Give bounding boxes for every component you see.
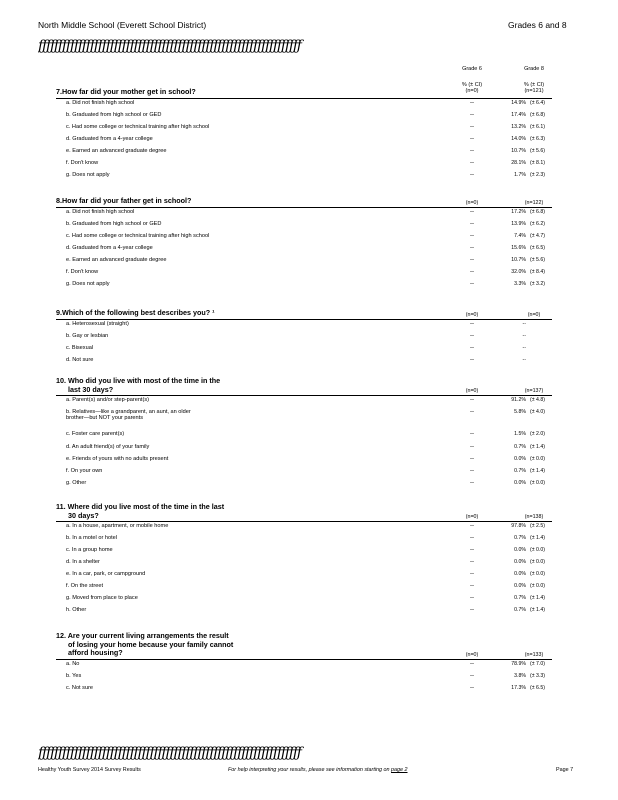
response-row: [0, 209, 618, 221]
footer-help-text: For help interpreting your results, please see information starting on: [228, 767, 390, 773]
response-label: f. Don't know: [66, 268, 99, 275]
footer-page-link[interactable]: page 2: [391, 767, 408, 773]
grade8-percent: 0.0%: [514, 480, 526, 486]
grade6-value: --: [470, 409, 474, 415]
question-title: 7.How far did your mother get in school?: [56, 87, 196, 96]
grade6-value: --: [470, 523, 474, 529]
response-row: [0, 456, 618, 468]
grade8-col-n: (n=121): [524, 88, 544, 94]
grade8-percent: --: [522, 356, 526, 363]
grade6-value: --: [470, 480, 474, 486]
grade6-value: --: [470, 135, 474, 142]
grade8-ci: (± 6.5): [530, 244, 545, 251]
grade6-value: --: [470, 607, 474, 613]
grade6-n: (n=0): [465, 651, 479, 658]
question-title: 9.Which of the following best describes you? ¹: [56, 308, 215, 317]
grade8-percent: 0.7%: [514, 535, 526, 541]
question-rule: [56, 319, 552, 320]
grade8-ci: (± 2.3): [530, 171, 545, 178]
question-rule: [56, 659, 552, 660]
response-row: [0, 547, 618, 559]
response-row: [0, 409, 618, 431]
grade6-value: --: [470, 468, 474, 474]
grade6-value: --: [470, 559, 474, 565]
grade8-ci: (± 0.0): [530, 480, 545, 486]
grade8-percent: 0.0%: [514, 456, 526, 462]
grade8-percent: 10.7%: [511, 256, 526, 263]
grade6-value: --: [470, 220, 474, 227]
response-row: [0, 160, 618, 172]
response-row: [0, 571, 618, 583]
response-label: e. In a car, park, or campground: [66, 571, 146, 577]
grade6-value: --: [470, 123, 474, 130]
grade8-percent: 0.0%: [514, 583, 526, 589]
grade6-n: (n=0): [465, 388, 479, 394]
grade8-percent: 14.0%: [511, 135, 526, 142]
response-label: g. Does not apply: [66, 171, 110, 178]
response-row: [0, 523, 618, 535]
response-row: [0, 136, 618, 148]
response-label: b. Graduated from high school or GED: [66, 111, 162, 118]
grade8-percent: 97.8%: [511, 523, 526, 529]
grade8-percent: 5.8%: [514, 409, 526, 415]
response-label: g. Does not apply: [66, 280, 110, 287]
footer-help: [228, 767, 408, 773]
response-row: [0, 661, 618, 673]
grade8-percent: 0.7%: [514, 595, 526, 601]
response-label: d. An adult friend(s) of your family: [66, 444, 150, 450]
response-row: [0, 112, 618, 124]
response-label: g. Other: [66, 480, 87, 486]
response-row: [0, 595, 618, 607]
grade8-percent: 17.2%: [511, 208, 526, 215]
grade6-value: --: [470, 444, 474, 450]
grade8-ci: (± 8.1): [530, 159, 545, 166]
grade8-percent: 0.7%: [514, 607, 526, 613]
grade8-ci: (± 8.4): [530, 268, 545, 275]
grade8-ci: (± 2.5): [530, 523, 545, 529]
response-label: f. On the street: [66, 583, 103, 589]
response-label: a. Did not finish high school: [66, 99, 135, 106]
grade6-value: --: [470, 159, 474, 166]
response-label: a. Heterosexual (straight): [66, 320, 129, 327]
response-label: d. Graduated from a 4-year college: [66, 135, 153, 142]
response-label: c. Bisexual: [66, 344, 94, 351]
response-label: e. Friends of yours with no adults present: [66, 456, 169, 462]
school-name: North Middle School (Everett School District): [38, 20, 207, 30]
question-title: 11. Where did you live most of the time in the last 30 days?: [56, 502, 225, 520]
response-row: [0, 233, 618, 245]
grade8-percent: 0.0%: [514, 559, 526, 565]
response-row: [0, 148, 618, 160]
grade6-value: --: [470, 344, 474, 351]
grade8-col-title: Grade 8: [524, 66, 544, 72]
grade8-ci: (± 6.5): [530, 684, 545, 691]
grade6-value: --: [470, 684, 474, 691]
decorative-divider-bottom: ƒƒƒƒƒƒƒƒƒƒƒƒƒƒƒƒƒƒƒƒƒƒƒƒƒƒƒƒƒƒƒƒƒƒƒƒƒƒƒƒƒƒƒƒƒƒƒƒƒƒƒƒƒƒƒƒƒƒƒƒƒƒƒƒƒƒ: [38, 745, 301, 761]
grade6-n: (n=0): [465, 514, 479, 520]
grade6-value: --: [470, 280, 474, 287]
grade6-value: --: [470, 320, 474, 327]
question-title: 12. Are your current living arrangements the result of losing your home because your family cannot afford housing?: [56, 631, 234, 657]
grade6-value: --: [470, 147, 474, 154]
response-label: g. Moved from place to place: [66, 595, 138, 601]
grade8-percent: 10.7%: [511, 147, 526, 154]
grade8-percent: --: [522, 344, 526, 351]
grade8-ci: (± 7.0): [530, 660, 545, 667]
grade6-value: --: [470, 244, 474, 251]
response-label: a. Did not finish high school: [66, 208, 135, 215]
grade6-value: --: [470, 268, 474, 275]
grade6-col-n: (n=0): [465, 88, 479, 94]
response-row: [0, 172, 618, 184]
grade8-ci: (± 6.8): [530, 111, 545, 118]
grade6-value: --: [470, 232, 474, 239]
grade8-percent: 13.9%: [511, 220, 526, 227]
response-row: [0, 321, 618, 333]
response-label: b. Relatives—like a grandparent, an aunt, an older brother—but NOT your parents: [66, 409, 191, 421]
question-rule: [56, 98, 552, 99]
grade8-percent: 7.4%: [514, 232, 526, 239]
grade8-ci: (± 4.7): [530, 232, 545, 239]
response-label: c. Had some college or technical training after high school: [66, 232, 210, 239]
response-row: [0, 583, 618, 595]
grade8-percent: 32.0%: [511, 268, 526, 275]
response-row: [0, 444, 618, 456]
grade8-ci: (± 6.1): [530, 123, 545, 130]
grade8-ci: (± 1.4): [530, 595, 545, 601]
response-row: [0, 397, 618, 409]
response-label: f. On your own: [66, 468, 103, 474]
response-row: [0, 607, 618, 619]
grade8-n: (n=122): [524, 199, 544, 206]
grade8-ci: (± 0.0): [530, 571, 545, 577]
grade8-percent: 13.2%: [511, 123, 526, 130]
grade8-percent: --: [522, 332, 526, 339]
grade6-value: --: [470, 256, 474, 263]
response-row: [0, 431, 618, 444]
response-label: a. No: [66, 660, 80, 667]
grade6-value: --: [470, 547, 474, 553]
response-row: [0, 673, 618, 685]
grade8-ci: (± 1.4): [530, 468, 545, 474]
response-label: c. Had some college or technical training after high school: [66, 123, 210, 130]
grade8-percent: 0.7%: [514, 444, 526, 450]
response-label: a. Parent(s) and/or step-parent(s): [66, 397, 150, 403]
response-label: b. Yes: [66, 672, 82, 679]
response-label: e. Earned an advanced graduate degree: [66, 147, 167, 154]
grade8-ci: (± 0.0): [530, 559, 545, 565]
response-row: [0, 480, 618, 492]
grade8-percent: 78.9%: [511, 660, 526, 667]
grade6-value: --: [470, 208, 474, 215]
grade8-percent: 91.2%: [511, 397, 526, 403]
grade6-col-title: Grade 6: [462, 66, 482, 72]
response-row: [0, 221, 618, 233]
grade6-n: (n=0): [465, 199, 479, 206]
response-row: [0, 559, 618, 571]
response-row: [0, 100, 618, 112]
grade8-percent: 14.9%: [511, 99, 526, 106]
grade8-ci: (± 5.6): [530, 256, 545, 263]
grade8-n: (n=137): [524, 388, 544, 394]
grade6-value: --: [470, 111, 474, 118]
response-label: b. Graduated from high school or GED: [66, 220, 162, 227]
grade8-percent: 0.7%: [514, 468, 526, 474]
grade6-value: --: [470, 595, 474, 601]
grade6-value: --: [470, 431, 474, 437]
response-label: h. Other: [66, 607, 87, 613]
grade6-value: --: [470, 356, 474, 363]
page-number: Page 7: [556, 767, 574, 773]
question-rule: [56, 395, 552, 396]
response-row: [0, 269, 618, 281]
grade8-ci: (± 6.4): [530, 99, 545, 106]
grade8-percent: 1.7%: [514, 171, 526, 178]
grade8-ci: (± 6.2): [530, 220, 545, 227]
footer-source: Healthy Youth Survey 2014 Survey Results: [38, 767, 141, 773]
grade6-value: --: [470, 171, 474, 178]
response-row: [0, 345, 618, 357]
grade6-n: (n=0): [465, 311, 479, 318]
grade8-n: (n=133): [524, 651, 544, 658]
grade8-percent: 17.3%: [511, 684, 526, 691]
response-label: e. Earned an advanced graduate degree: [66, 256, 167, 263]
grade8-percent: 3.3%: [514, 280, 526, 287]
grade8-ci: (± 4.0): [530, 409, 545, 415]
grade8-percent: 0.0%: [514, 571, 526, 577]
grade6-value: --: [470, 672, 474, 679]
grade8-ci: (± 3.3): [530, 672, 545, 679]
grade8-ci: (± 6.3): [530, 135, 545, 142]
grade8-col-stat: % (± CI): [523, 82, 545, 88]
question-title: 8.How far did your father get in school?: [56, 196, 192, 205]
response-row: [0, 468, 618, 480]
grade6-value: --: [470, 535, 474, 541]
grade8-ci: (± 1.4): [530, 535, 545, 541]
grades-label: Grades 6 and 8: [508, 20, 567, 30]
grade8-n: (n=138): [524, 514, 544, 520]
grade8-percent: --: [522, 320, 526, 327]
grade6-value: --: [470, 99, 474, 106]
grade8-percent: 1.5%: [514, 431, 526, 437]
response-row: [0, 245, 618, 257]
grade8-ci: (± 0.0): [530, 583, 545, 589]
grade8-ci: (± 3.2): [530, 280, 545, 287]
question-rule: [56, 207, 552, 208]
grade8-percent: 28.1%: [511, 159, 526, 166]
response-label: c. Foster care parent(s): [66, 431, 125, 437]
response-label: d. In a shelter: [66, 559, 100, 565]
grade8-percent: 3.8%: [514, 672, 526, 679]
response-row: [0, 685, 618, 697]
response-row: [0, 281, 618, 293]
grade6-value: --: [470, 571, 474, 577]
response-label: b. In a motel or hotel: [66, 535, 117, 541]
response-label: d. Graduated from a 4-year college: [66, 244, 153, 251]
question-rule: [56, 521, 552, 522]
response-row: [0, 124, 618, 136]
grade6-value: --: [470, 397, 474, 403]
question-title: 10. Who did you live with most of the time in the last 30 days?: [56, 376, 221, 394]
grade6-value: --: [470, 456, 474, 462]
response-row: [0, 257, 618, 269]
response-row: [0, 535, 618, 547]
grade8-n: (n=0): [527, 311, 541, 318]
response-label: c. In a group home: [66, 547, 113, 553]
response-label: b. Gay or lesbian: [66, 332, 109, 339]
response-label: c. Not sure: [66, 684, 94, 691]
grade8-ci: (± 5.6): [530, 147, 545, 154]
grade8-ci: (± 4.8): [530, 397, 545, 403]
grade8-percent: 15.6%: [511, 244, 526, 251]
grade8-ci: (± 0.0): [530, 547, 545, 553]
response-row: [0, 333, 618, 345]
grade6-col-stat: % (± CI): [461, 82, 483, 88]
grade8-percent: 17.4%: [511, 111, 526, 118]
response-label: f. Don't know: [66, 159, 99, 166]
grade8-ci: (± 1.4): [530, 444, 545, 450]
grade6-value: --: [470, 332, 474, 339]
grade8-ci: (± 6.8): [530, 208, 545, 215]
decorative-divider-top: ƒƒƒƒƒƒƒƒƒƒƒƒƒƒƒƒƒƒƒƒƒƒƒƒƒƒƒƒƒƒƒƒƒƒƒƒƒƒƒƒƒƒƒƒƒƒƒƒƒƒƒƒƒƒƒƒƒƒƒƒƒƒƒƒƒƒ: [38, 38, 301, 54]
response-label: d. Not sure: [66, 356, 94, 363]
grade8-ci: (± 0.0): [530, 456, 545, 462]
grade8-percent: 0.0%: [514, 547, 526, 553]
grade6-value: --: [470, 660, 474, 667]
grade8-ci: (± 2.0): [530, 431, 545, 437]
response-label: a. In a house, apartment, or mobile home: [66, 523, 169, 529]
grade8-ci: (± 1.4): [530, 607, 545, 613]
response-row: [0, 357, 618, 369]
grade6-value: --: [470, 583, 474, 589]
